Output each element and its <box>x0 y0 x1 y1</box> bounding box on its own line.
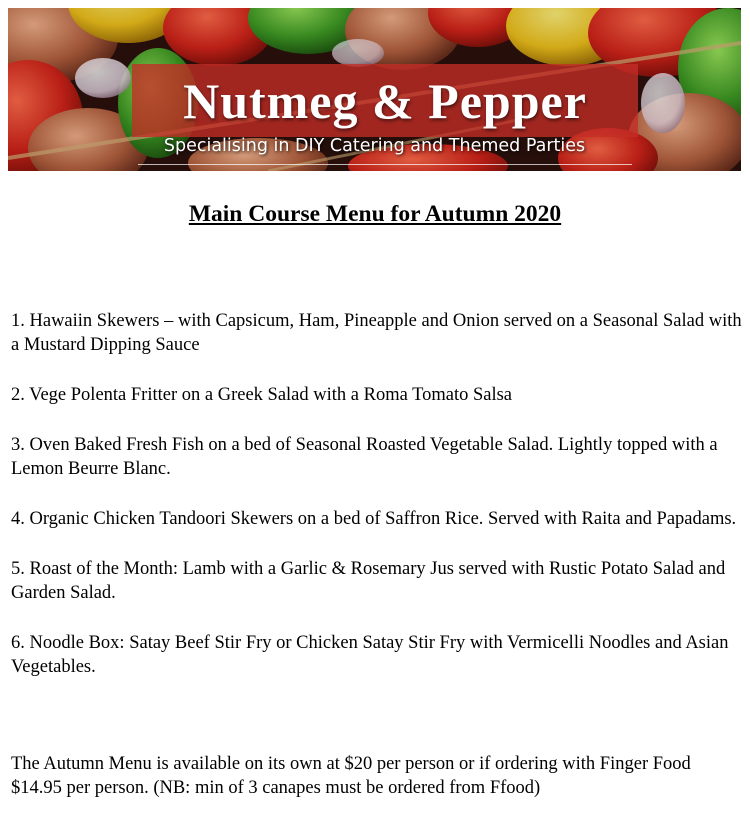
brand-tagline: Specialising in DIY Catering and Themed Parties <box>163 136 586 156</box>
menu-item: 4. Organic Chicken Tandoori Skewers on a bed of Saffron Rice. Served with Raita and Papadams. <box>11 509 737 529</box>
tagline-underline <box>138 164 632 165</box>
pricing-note: The Autumn Menu is available on its own at $20 per person or if ordering with Finger Food $14.95 per person. (NB: min of 3 canapes must be ordered from Ffood) <box>11 754 691 798</box>
menu-item: 3. Oven Baked Fresh Fish on a bed of Seasonal Roasted Vegetable Salad. Lightly topped with a Lemon Beurre Blanc. <box>11 435 718 479</box>
menu-title: Main Course Menu for Autumn 2020 <box>188 201 562 227</box>
menu-item: 5. Roast of the Month: Lamb with a Garlic & Rosemary Jus served with Rustic Potato Salad and Garden Salad. <box>11 559 726 603</box>
menu-item: 1. Hawaiin Skewers – with Capsicum, Ham, Pineapple and Onion served on a Seasonal Salad with a Mustard Dipping Sauce <box>11 311 742 355</box>
brand-name: Nutmeg & Pepper <box>183 73 587 129</box>
menu-item: 2. Vege Polenta Fritter on a Greek Salad with a Roma Tomato Salsa <box>11 385 513 405</box>
header-banner <box>8 8 741 171</box>
menu-item: 6. Noodle Box: Satay Beef Stir Fry or Chicken Satay Stir Fry with Vermicelli Noodles and Asian Vegetables. <box>11 633 729 677</box>
menu-item-list <box>11 309 743 705</box>
